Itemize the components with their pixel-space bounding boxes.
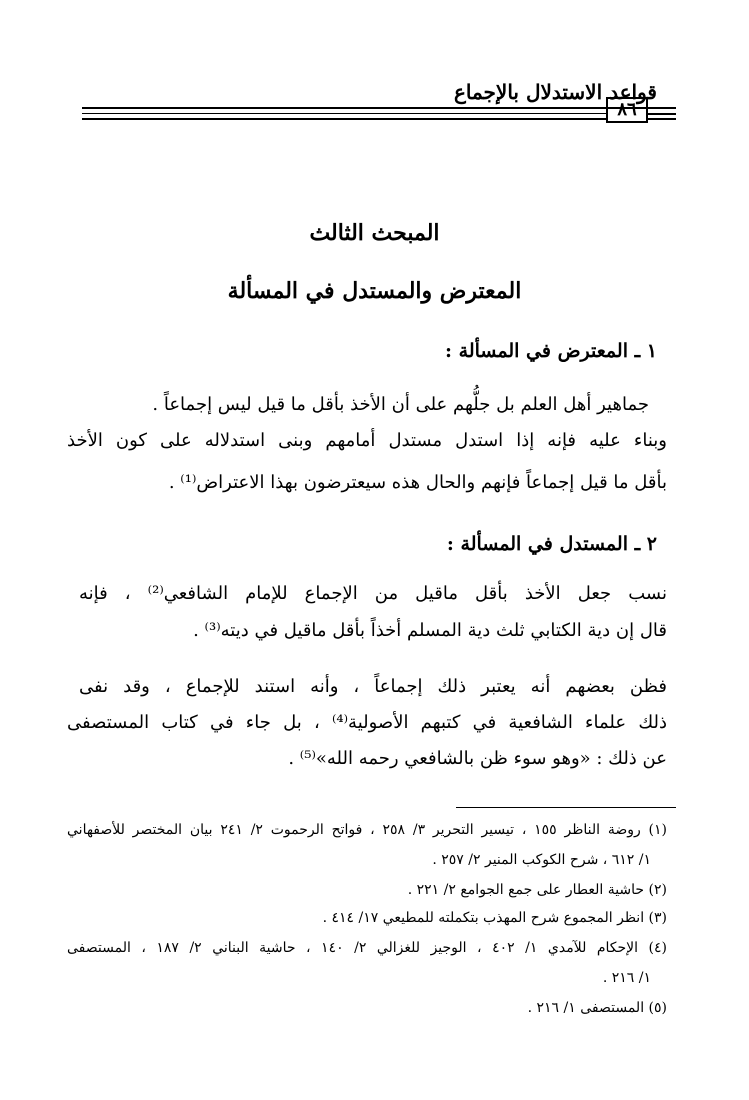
header-rule-mid	[82, 113, 606, 114]
section-2-line: فظن بعضهم أنه يعتبر ذلك إجماعاً ، وأنه استند للإجماع ، وقد نفى	[79, 676, 667, 697]
chapter-title: المبحث الثالث	[309, 220, 440, 246]
section-2-line: عن ذلك : «وهو سوء ظن بالشافعي رحمه الله»⁽⁵⁾ .	[288, 748, 667, 769]
page-number: ٨٦	[606, 97, 648, 123]
header-rule-right-a	[648, 113, 676, 115]
footnote-continuation: ١/ ٢١٦ .	[602, 970, 651, 986]
section-2-line: ذلك علماء الشافعية في كتبهم الأصولية⁽⁴⁾ ، بل جاء في كتاب المستصفى	[67, 712, 667, 733]
section-1-line: وبناء عليه فإنه إذا استدل مستدل أمامهم وبنى استدلاله على كون الأخذ	[67, 430, 667, 451]
section-2-heading: ٢ ـ المستدل في المسألة :	[446, 533, 657, 555]
section-1-line: بأقل ما قيل إجماعاً فإنهم والحال هذه سيعترضون بهذا الاعتراض⁽¹⁾ .	[168, 472, 667, 493]
header-rule-bottom	[82, 118, 606, 120]
running-header-title: قواعد الاستدلال بالإجماع	[453, 80, 657, 104]
footnote: (١) روضة الناظر ١٥٥ ، تيسير التحرير ٣/ ٢٥٨ ، فواتح الرحموت ٢/ ٢٤١ بيان المختصر للأصفهاني	[67, 822, 667, 838]
footnote-separator	[456, 807, 676, 808]
section-1-line: جماهير أهل العلم بل جلُّهم على أن الأخذ بأقل ما قيل ليس إجماعاً .	[152, 394, 649, 415]
header-rule-right-b	[648, 118, 676, 120]
footnote: (٣) انظر المجموع شرح المهذب بتكملته للمطيعي ١٧/ ٤١٤ .	[322, 910, 667, 926]
footnote-continuation: ١/ ٦١٢ ، شرح الكوكب المنير ٢/ ٢٥٧ .	[432, 852, 651, 868]
section-1-heading: ١ ـ المعترض في المسألة :	[445, 340, 657, 362]
footnote: (٥) المستصفى ١/ ٢١٦ .	[527, 1000, 667, 1016]
footnote: (٢) حاشية العطار على جمع الجوامع ٢/ ٢٢١ .	[407, 882, 667, 898]
section-2-line: قال إن دية الكتابي ثلث دية المسلم أخذاً بأقل ماقيل في ديته⁽³⁾ .	[193, 620, 667, 641]
section-2-line: نسب جعل الأخذ بأقل ماقيل من الإجماع للإمام الشافعي⁽²⁾ ، فإنه	[79, 583, 667, 604]
footnote: (٤) الإحكام للآمدي ١/ ٤٠٢ ، الوجيز للغزالي ٢/ ١٤٠ ، حاشية البناني ٢/ ١٨٧ ، المستصفى	[67, 940, 667, 956]
chapter-subtitle: المعترض والمستدل في المسألة	[227, 278, 522, 304]
header-rule-top	[82, 107, 676, 109]
